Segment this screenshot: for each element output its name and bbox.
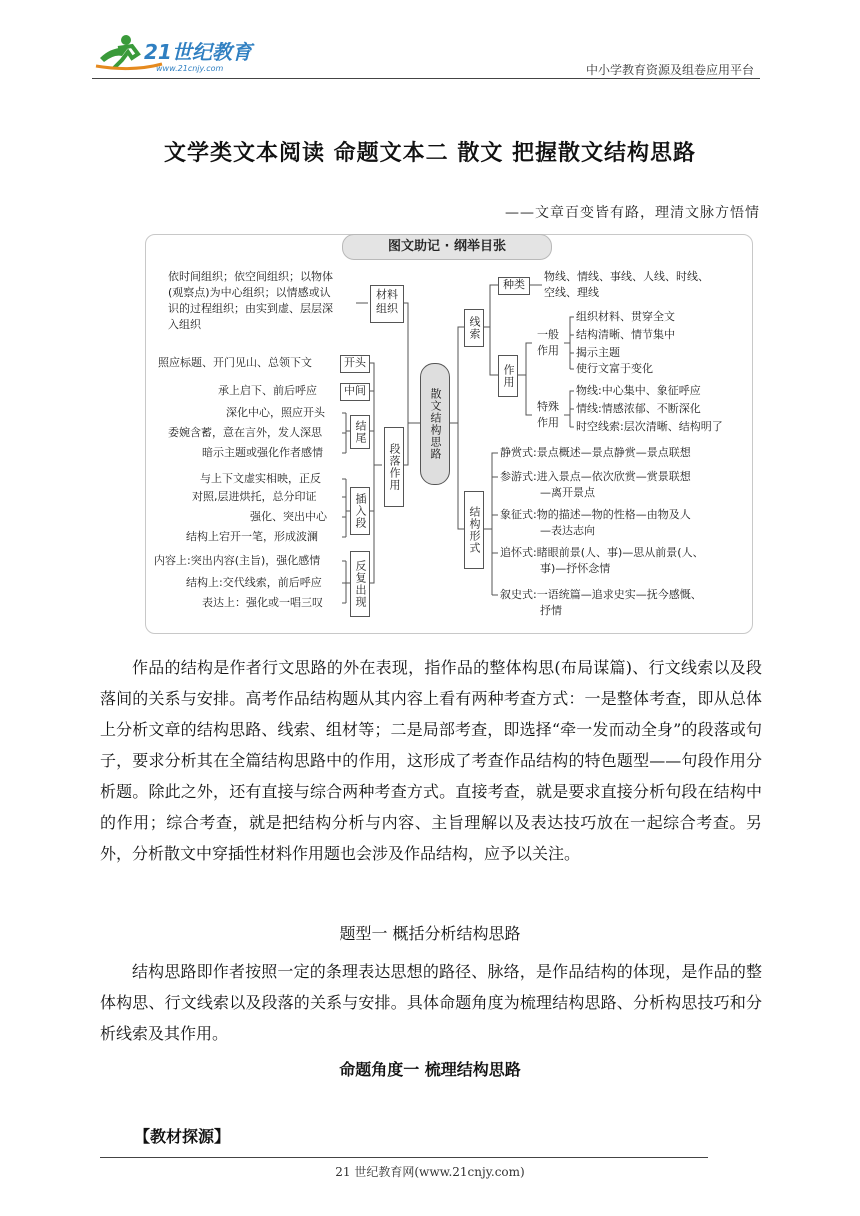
special-item-1: 物线:中心集中、象征呼应 (576, 384, 701, 397)
angle-heading: 命题角度一 梳理结构思路 (339, 1060, 521, 1079)
intro-paragraph: 作品的结构是作者行文思路的外在表现，指作品的整体构思(布局谋篇)、行文线索以及段落间的关系与安排。高考作品结构题从其内容上看有两种考查方式：一是整体考查，即从总体上分析文章的结构思路、线索、组材等；二是局部考查，即选择“牵一发而动全身”的段落或句子，要求分析其在全篇结构思路中的作用，这形成了考查作品结构的特色题型——句段作用分析题。除此之外，还有直接与综合两种考查方式。直接考查，就是要求直接分析句段在结构中的作用；综合考查，就是把结构分析与内容、主旨理解以及表达技巧放在一起综合考查。另外，分析散文中穿插性材料作用题也会涉及作品结构，应予以关注。 (100, 658, 762, 863)
materials-desc-line: 识的过程组织；由实到虚、层层深 (168, 302, 333, 315)
footer: 21 世纪教育网(www.21cnjy.com) (335, 1165, 525, 1179)
form-item: 追怀式:睹眼前景(人、事)—思从前景(人、 (500, 546, 704, 559)
page-title: 文学类文本阅读 命题文本二 散文 把握散文结构思路 (164, 140, 696, 166)
insert-desc-1: 与上下文虚实相映，正反 (200, 472, 321, 485)
center-node: 散文结构思路 (420, 363, 450, 485)
repeat-desc-2: 结构上:交代线索，前后呼应 (186, 576, 322, 589)
special-role-label: 特殊作用 (537, 400, 559, 429)
kind-desc-line: 物线、情线、事线、人线、时线、 (544, 270, 709, 283)
paragraph-role-node: 段落作用 (384, 427, 404, 507)
form-item-cont: —离开景点 (540, 486, 595, 499)
opening-node: 开头 (340, 355, 370, 373)
materials-desc-line: 依时间组织；依空间组织；以物体 (168, 270, 333, 283)
general-item-4: 使行文富于变化 (576, 362, 653, 375)
role-node: 作用 (498, 355, 518, 397)
structure-paragraph: 结构思路即作者按照一定的条理表达思想的路径、脉络，是作品结构的体现，是作品的整体构思、行文线索以及段落的关系与安排。具体命题角度为梳理结构思路、分析构思技巧和分析线索及其作用。 (100, 962, 762, 1043)
logo (92, 28, 262, 78)
runner-logo-icon (92, 28, 262, 78)
opening-desc: 照应标题、开门见山、总领下文 (158, 356, 312, 369)
form-item: 象征式:物的描述—物的性格—由物及人 (500, 508, 691, 521)
repeat-desc-3: 表达上：强化或一唱三叹 (202, 596, 323, 609)
special-item-3: 时空线索:层次清晰、结构明了 (576, 420, 723, 433)
insert-desc-3: 强化、突出中心 (250, 510, 327, 523)
insert-desc-2: 对照,层进烘托，总分印证 (192, 490, 317, 503)
header-divider (92, 78, 760, 79)
repeat-node: 反复出现 (350, 551, 370, 617)
kind-desc (544, 269, 709, 301)
form-item: 叙史式:一语统篇—追求史实—抚今感慨、 (500, 588, 702, 601)
structure-form-node: 结构形式 (464, 491, 484, 569)
insert-node: 插入段 (350, 487, 370, 535)
logo-url: www.21cnjy.com (156, 64, 224, 73)
form-item-cont: 事)—抒怀念情 (540, 562, 611, 575)
middle-node: 中间 (340, 383, 370, 401)
materials-desc-line: 入组织 (168, 318, 201, 331)
kind-node: 种类 (498, 277, 530, 295)
footer-divider (100, 1157, 708, 1158)
clue-node: 线索 (464, 309, 484, 347)
kind-desc-line: 空线、理线 (544, 286, 599, 299)
materials-node: 材料组织 (370, 285, 404, 323)
form-item: 静赏式:景点概述—景点静赏—景点联想 (500, 446, 691, 459)
materials-desc-line: (观察点)为中心组织；以情感或认 (168, 286, 331, 299)
ending-desc-2: 委婉含蓄，意在言外，发人深思 (168, 426, 322, 439)
page-header (92, 28, 760, 80)
mind-map (145, 234, 753, 634)
form-item-cont: —表达志向 (540, 524, 595, 537)
form-item: 参游式:进入景点—依次欣赏—赏景联想 (500, 470, 691, 483)
ending-desc-3: 暗示主题或强化作者感情 (202, 446, 323, 459)
site-name: 中小学教育资源及组卷应用平台 (585, 63, 754, 77)
logo-text: 21世纪教育 (144, 40, 252, 64)
general-item-2: 结构清晰、情节集中 (576, 328, 675, 341)
middle-desc: 承上启下、前后呼应 (218, 384, 317, 397)
ending-node: 结尾 (350, 415, 370, 449)
type-heading: 题型一 概括分析结构思路 (339, 924, 521, 943)
general-item-3: 揭示主题 (576, 346, 620, 359)
form-item-cont: 抒情 (540, 604, 562, 617)
repeat-desc-1: 内容上:突出内容(主旨)，强化感情 (154, 554, 321, 567)
ending-desc-1: 深化中心，照应开头 (226, 406, 325, 419)
insert-desc-4: 结构上宕开一笔，形成波澜 (186, 530, 318, 543)
mind-map-banner: 图文助记 · 纲举目张 (342, 234, 552, 260)
page-subtitle: ——文章百变皆有路，理清文脉方悟情 (505, 205, 760, 221)
general-item-1: 组织材料、贯穿全文 (576, 310, 675, 323)
special-item-2: 情线:情感浓郁、不断深化 (576, 402, 701, 415)
source-label: 【教材探源】 (134, 1127, 231, 1146)
general-role-label: 一般作用 (537, 328, 559, 357)
materials-desc (168, 269, 333, 333)
